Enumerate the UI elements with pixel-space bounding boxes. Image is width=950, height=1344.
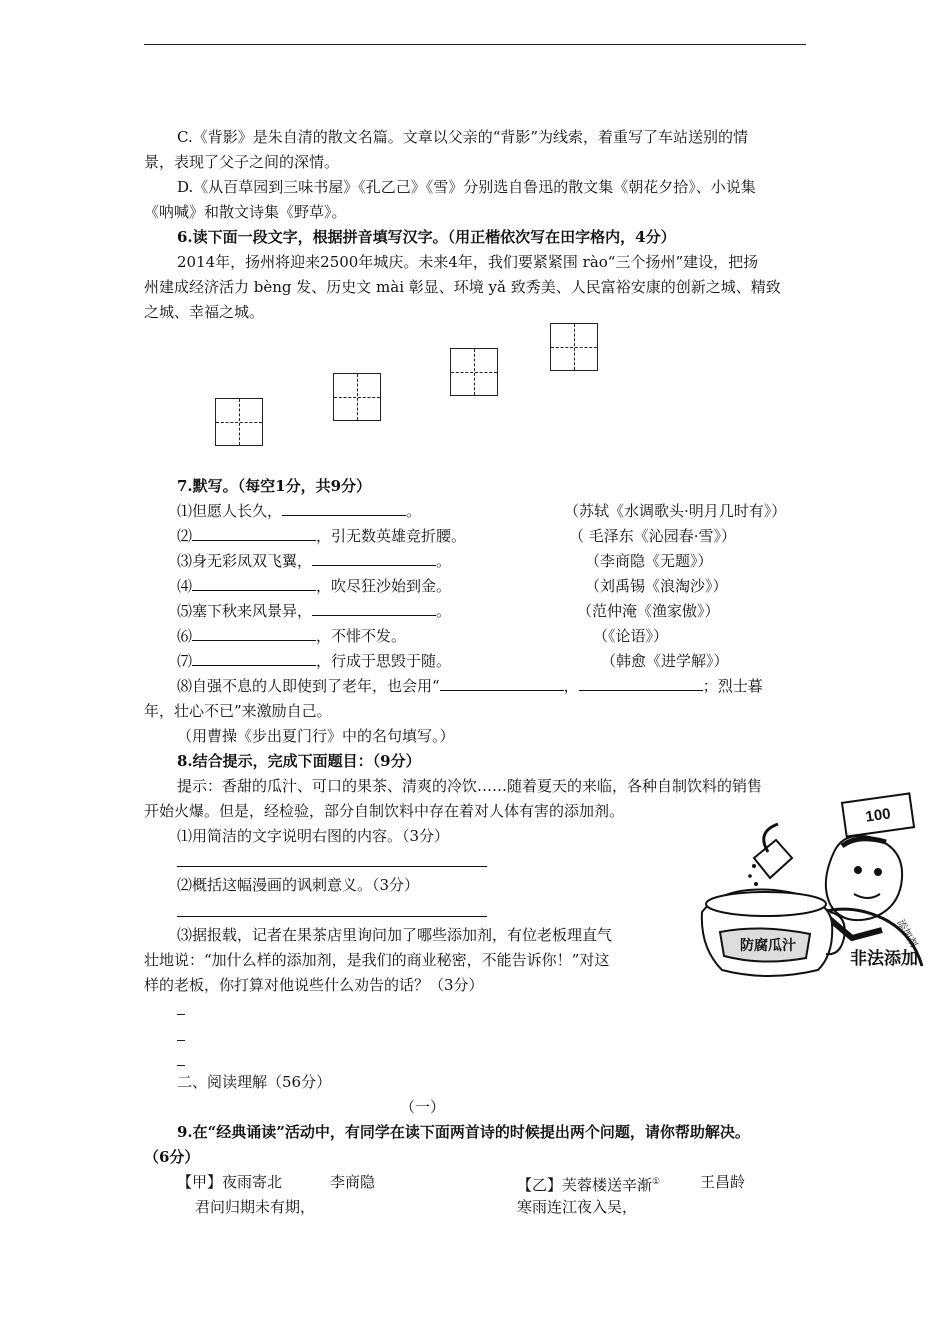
answer-blank[interactable] [579, 674, 703, 691]
option-d-line1: D.《从百草园到三味书屋》《孔乙己》《雪》分别选自鲁迅的散文集《朝花夕拾》、小说集 [177, 178, 756, 196]
poem-b-title [517, 1170, 660, 1197]
poem-a-line1: 君问归期未有期， [195, 1198, 316, 1216]
q7-source-4: （刘禹锡《浪淘沙》） [585, 577, 728, 595]
header-rule [144, 44, 806, 45]
poem-a-title: 【甲】夜雨寄北 [177, 1173, 283, 1191]
q7-source-5: （范仲淹《渔家傲》） [577, 602, 720, 620]
option-c-line1: C.《背影》是朱自清的散文名篇。文章以父亲的“背影”为线索，着重写了车站送别的情 [177, 128, 749, 146]
q7-source-1: （苏轼《水调歌头·明月几时有》） [564, 502, 787, 520]
tianzige-box-3[interactable] [450, 348, 498, 396]
q8-sub3-line3: 样的老板，你打算对他说些什么劝告的话？（3分） [144, 976, 484, 994]
item-text-after: ，吹尽狂沙始到金。 [316, 577, 452, 595]
q7-title: 7.默写。（每空1分，共9分） [177, 477, 372, 495]
q7-item-5 [177, 599, 451, 623]
answer-blank[interactable] [192, 649, 316, 666]
footnote-mark: ① [652, 1177, 661, 1187]
answer-blank[interactable] [312, 549, 436, 566]
q8-sub2: ⑵概括这幅漫画的讽刺意义。（3分） [177, 876, 420, 894]
section2-title: 二、阅读理解（56分） [177, 1073, 332, 1091]
item-number: ⑶ [177, 552, 193, 570]
tianzige-box-1[interactable] [215, 398, 263, 446]
q7-item-4 [177, 574, 451, 598]
q8-sub3-line2: 壮地说：“加什么样的添加剂，是我们的商业秘密，不能告诉你！”对这 [144, 951, 610, 969]
cartoon-arm-text: 非法添加 [850, 949, 918, 968]
q8-title: 8.结合提示，完成下面题目：（9分） [177, 752, 421, 770]
answer-dash-1[interactable] [177, 1014, 185, 1015]
item-text-after: ，不悱不发。 [316, 627, 407, 645]
item-number: ⑵ [177, 527, 193, 545]
item-text-after: ，引无数英雄竞折腰。 [316, 527, 467, 545]
item-text-after: ，行成于思毁于随。 [316, 652, 452, 670]
q9-title-line2: （6分） [144, 1148, 200, 1166]
cartoon-tag-text: 添加剂 [894, 918, 919, 950]
q8-hint-line1: 提示：香甜的瓜汁、可口的果茶、清爽的冷饮……随着夏天的来临，各种自制饮料的销售 [177, 777, 763, 795]
cartoon-illegal-additives [694, 792, 930, 982]
tianzige-box-2[interactable] [333, 373, 381, 421]
cartoon-sign-text: 100 [864, 805, 892, 826]
q7-item-2 [177, 524, 466, 548]
q7-item-8-line1 [177, 674, 763, 698]
option-d-line2: 《呐喊》和散文诗集《野草》。 [144, 203, 347, 221]
q8-sub3-line1: ⑶据报载，记者在果茶店里询问加了哪些添加剂，有位老板理直气 [177, 926, 613, 944]
q6-text-line2: 州建成经济活力 bèng 发、历史文 mài 彰显、环境 yǎ 致秀美、人民富裕安康的创新之城、精致 [144, 278, 781, 296]
q7-source-6: （《论语》） [593, 627, 669, 645]
item-number: ⑷ [177, 577, 193, 595]
item-number: ⑴ [177, 502, 193, 520]
q6-text-line3: 之城、幸福之城。 [144, 303, 265, 321]
item-number: ⑸ [177, 602, 193, 620]
q7-item-7 [177, 649, 451, 673]
answer-blank[interactable] [312, 599, 436, 616]
q6-text-line1: 2014年，扬州将迎来2500年城庆。未来4年，我们要紧紧围 rào“三个扬州”建设，把扬 [177, 253, 759, 271]
q7-source-3: （李商隐《无题》） [585, 552, 713, 570]
poem-b-title-text: 【乙】芙蓉楼送辛渐 [517, 1176, 653, 1194]
option-c-line2: 景，表现了父子之间的深情。 [144, 153, 340, 171]
section2-part: （一） [400, 1098, 446, 1116]
item-separator: ， [563, 677, 579, 695]
item-text-after: ；烈士暮 [702, 677, 763, 695]
cartoon-bag-text: 防腐瓜汁 [740, 937, 796, 953]
answer-dash-3[interactable] [177, 1065, 185, 1066]
answer-blank[interactable] [192, 574, 316, 591]
answer-blank[interactable] [192, 524, 316, 541]
item-text-before: 但愿人长久， [192, 502, 283, 520]
item-text-before: ⑻自强不息的人即使到了老年，也会用“ [177, 677, 440, 695]
item-text-after: 。 [406, 502, 422, 520]
q7-item-8-note: （用曹操《步出夏门行》中的名句填写。） [177, 727, 455, 745]
poem-a-author: 李商隐 [330, 1173, 376, 1191]
item-number: ⑺ [177, 652, 193, 670]
poem-b-line1: 寒雨连江夜入吴， [517, 1198, 638, 1216]
q9-title-line1: 9.在“经典诵读”活动中，有同学在读下面两首诗的时候提出两个问题，请你帮助解决。 [177, 1123, 750, 1141]
item-text-after: 。 [436, 602, 452, 620]
answer-line-1[interactable] [177, 866, 487, 867]
answer-blank[interactable] [192, 624, 316, 641]
q7-item-1 [177, 499, 421, 523]
item-text-after: 。 [436, 552, 452, 570]
answer-blank[interactable] [282, 499, 406, 516]
q7-item-6 [177, 624, 406, 648]
q6-title: 6.读下面一段文字，根据拼音填写汉字。（用正楷依次写在田字格内，4分） [177, 228, 676, 246]
q8-hint-line2: 开始火爆。但是，经检验，部分自制饮料中存在着对人体有害的添加剂。 [144, 802, 625, 820]
answer-dash-2[interactable] [177, 1040, 185, 1041]
poem-b-author: 王昌龄 [700, 1173, 746, 1191]
q7-item-8-line2: 年，壮心不已”来激励自己。 [144, 702, 332, 720]
q7-source-7: （韩愈《进学解》） [601, 652, 729, 670]
item-text-before: 身无彩凤双飞翼， [192, 552, 313, 570]
answer-line-2[interactable] [177, 916, 487, 917]
q8-sub1: ⑴用简洁的文字说明右图的内容。（3分） [177, 827, 450, 845]
answer-blank[interactable] [440, 674, 564, 691]
q7-item-3 [177, 549, 451, 573]
item-text-before: 塞下秋来风景异， [192, 602, 313, 620]
item-number: ⑹ [177, 627, 193, 645]
tianzige-box-4[interactable] [550, 323, 598, 371]
q7-source-2: （ 毛泽东《沁园春·雪》） [569, 527, 737, 545]
